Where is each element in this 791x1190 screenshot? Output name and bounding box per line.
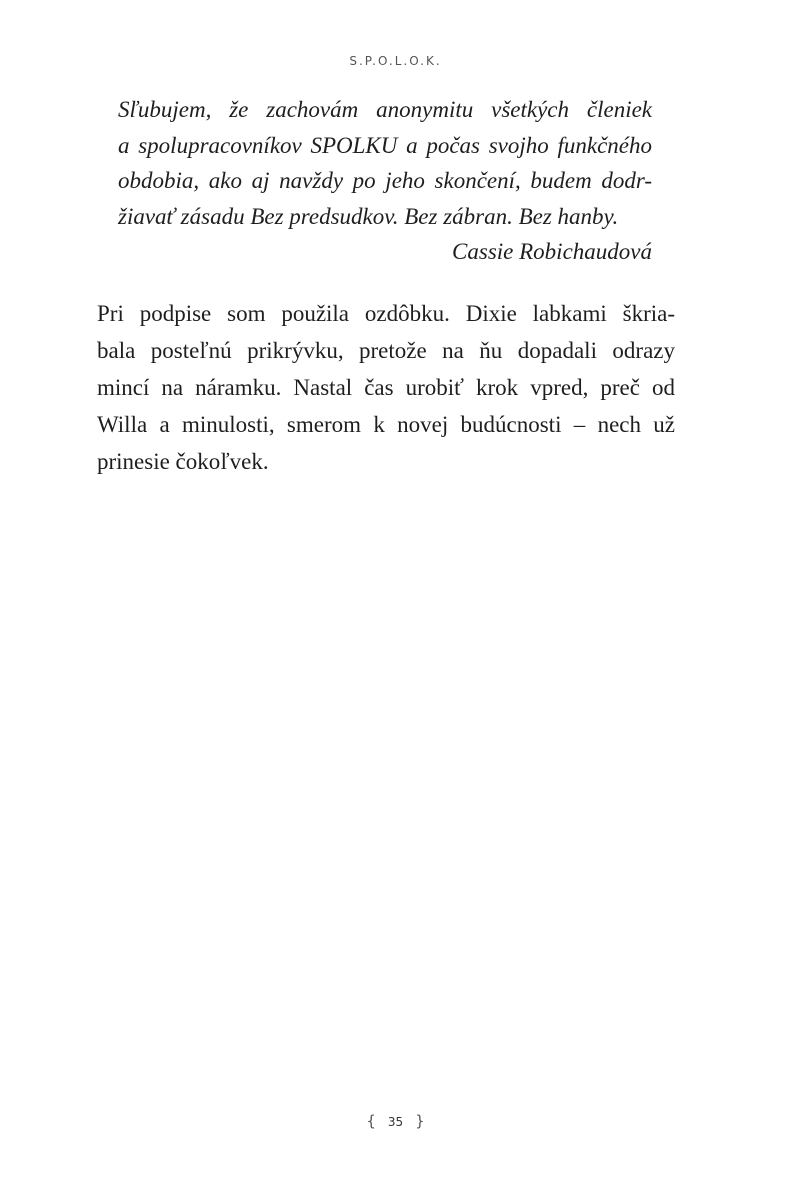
folio-brace-left: {	[366, 1112, 376, 1130]
pledge-signature: Cassie Robichaudová	[452, 239, 652, 264]
folio-brace-right: }	[415, 1112, 425, 1130]
pledge-line: Sľubujem, že zachovám anonymitu všetkých členiek	[118, 97, 652, 122]
running-header: S.P.O.L.O.K.	[349, 54, 442, 68]
body-paragraph	[97, 295, 675, 480]
body-line: prinesie čokoľvek.	[97, 449, 269, 474]
pledge-quote	[118, 92, 652, 270]
body-line: mincí na náramku. Nastal čas urobiť krok vpred, preč od	[97, 375, 675, 400]
page-folio	[0, 1112, 791, 1130]
body-line: Willa a minulosti, smerom k novej budúcnosti – nech už	[97, 412, 675, 437]
pledge-line: obdobia, ako aj navždy po jeho skončení, budem dodr-	[118, 168, 652, 193]
body-line: Pri podpise som použila ozdôbku. Dixie labkami škria-	[97, 301, 675, 326]
pledge-line: a spolupracovníkov SPOLKU a počas svojho funkčného	[118, 132, 652, 158]
page-number: 35	[387, 1115, 404, 1129]
pledge-line: žiavať zásadu Bez predsudkov. Bez zábran. Bez hanby.	[118, 203, 619, 229]
body-line: bala posteľnú prikrývku, pretože na ňu dopadali odrazy	[97, 338, 675, 363]
